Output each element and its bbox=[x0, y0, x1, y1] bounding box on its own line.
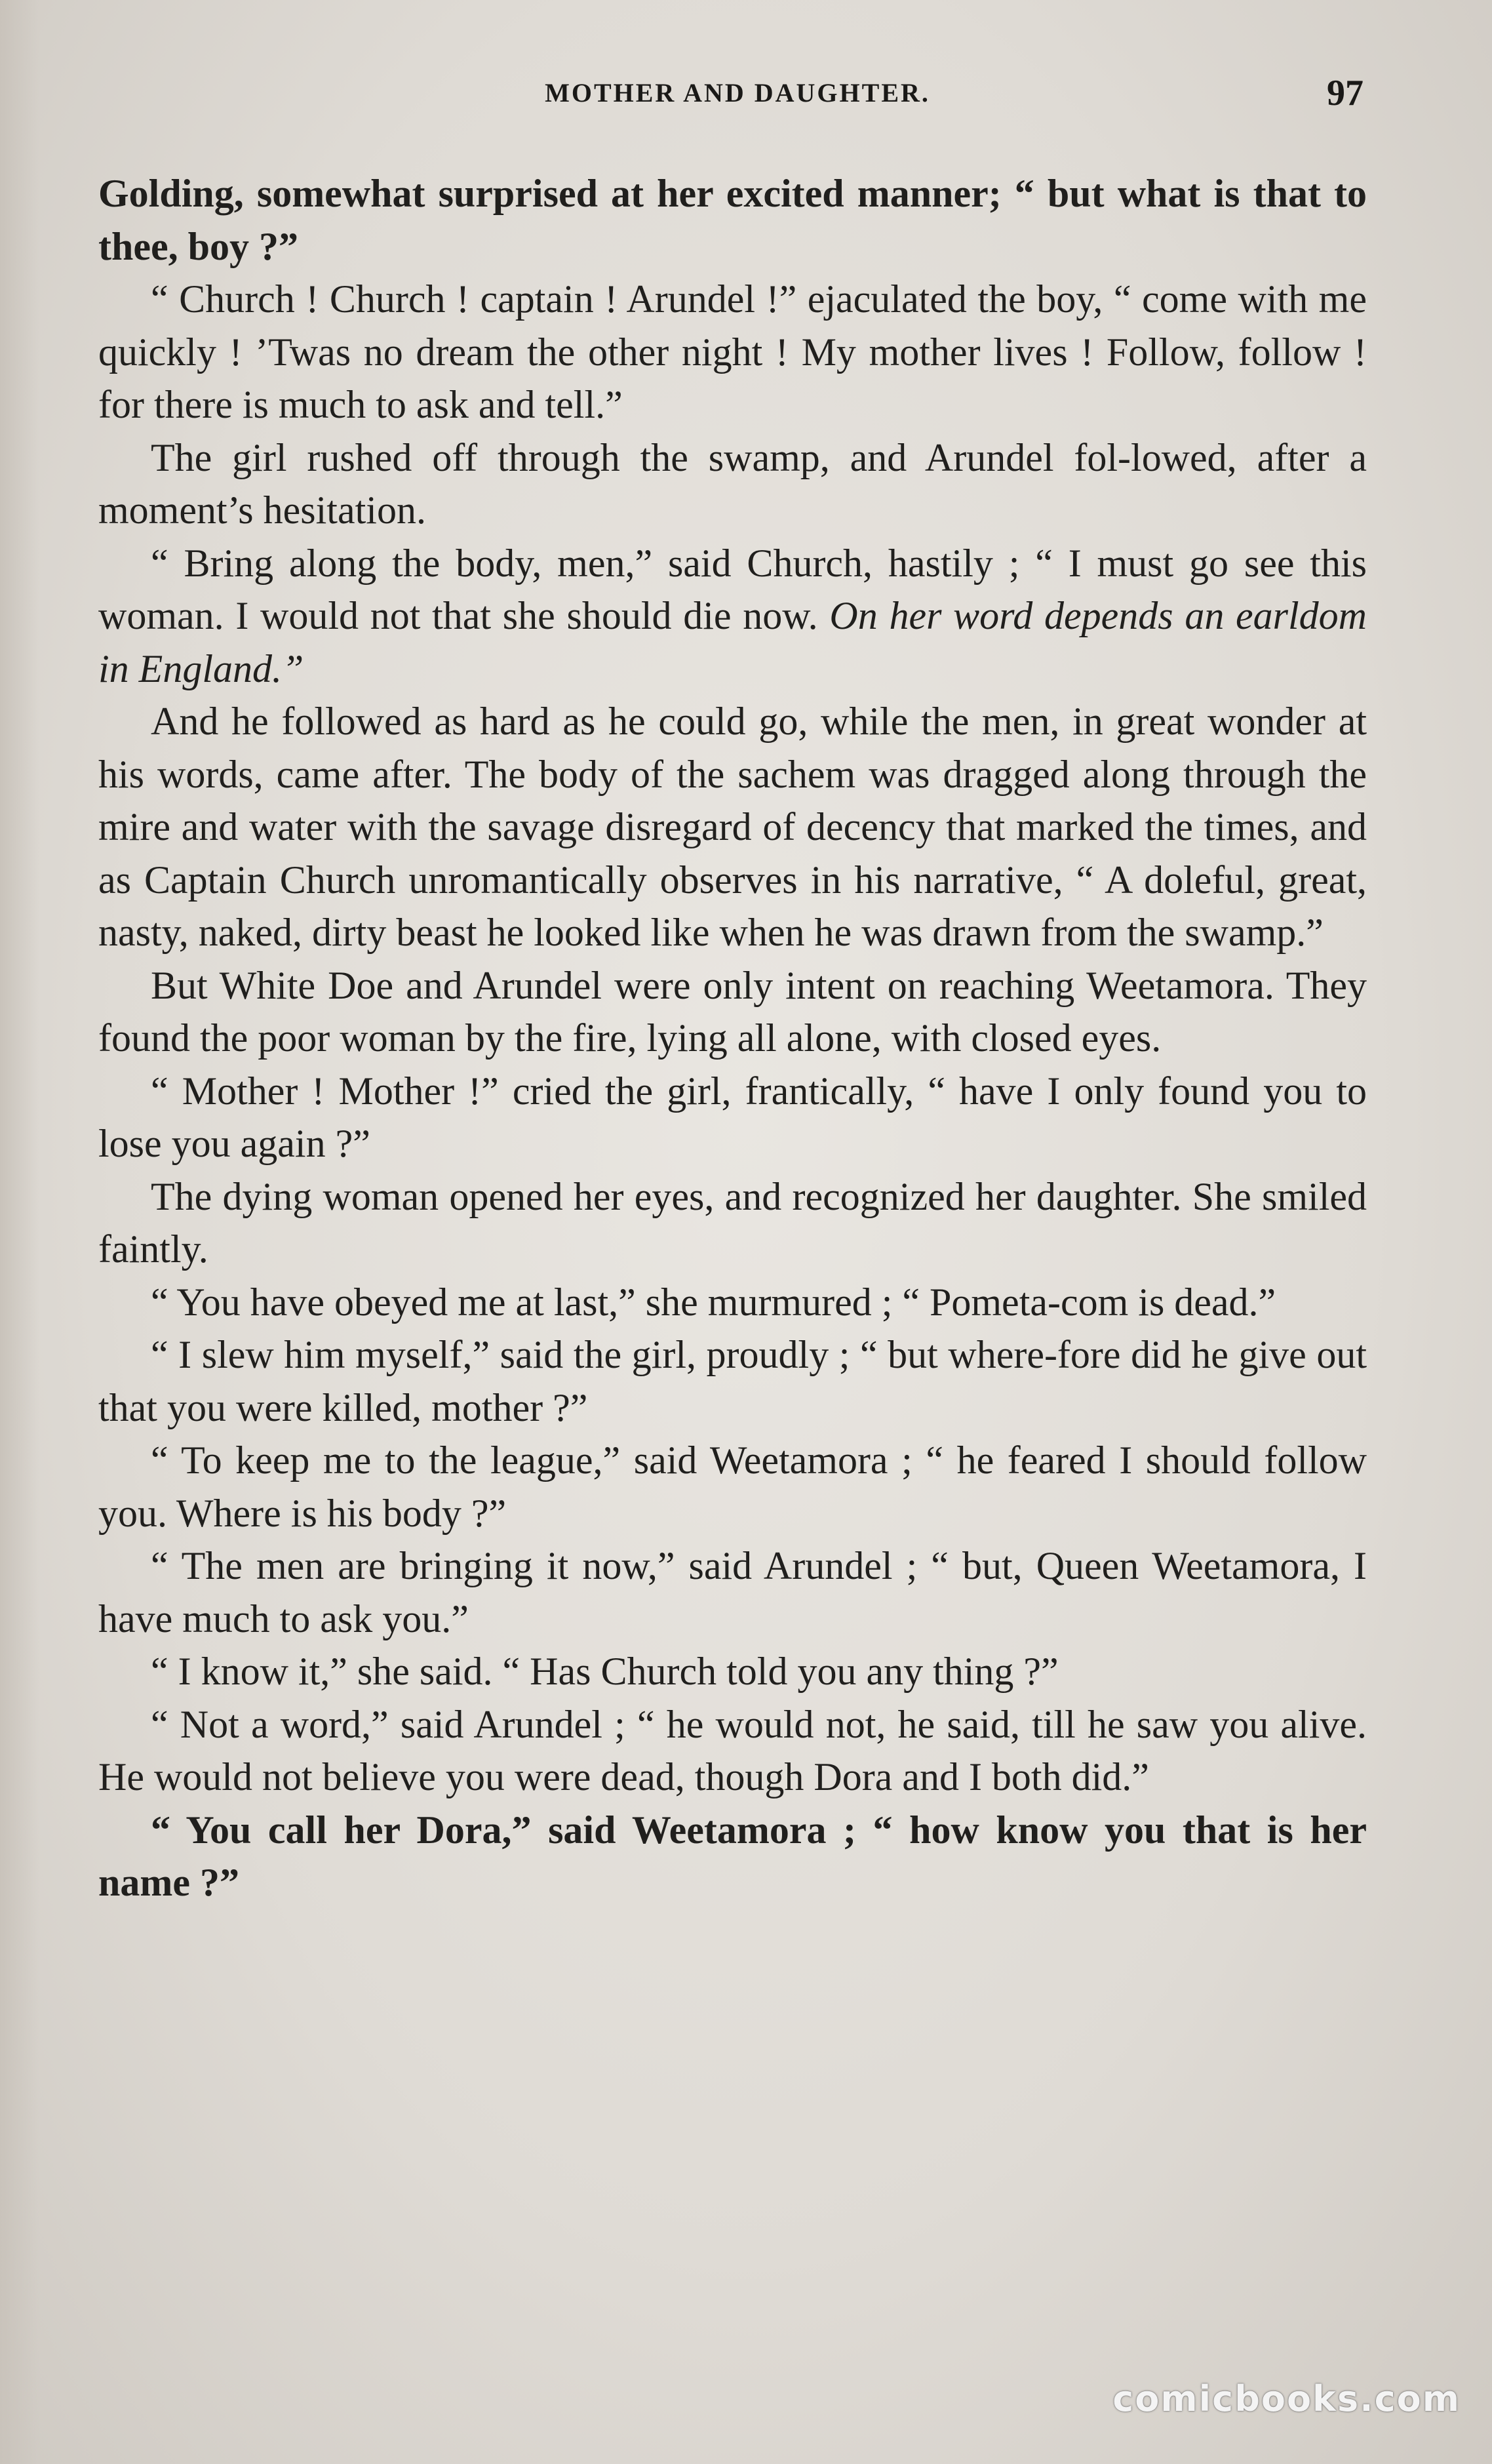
paragraph-1: Golding, somewhat surprised at her excited manner; “ but what is that to thee, boy ?” bbox=[98, 172, 1367, 268]
paragraph-7: “ Mother ! Mother !” cried the girl, frantically, “ have I only found you to lose you again ?” bbox=[98, 1069, 1367, 1165]
paragraph-4-emphasis: On her word depends an earldom in England.” bbox=[98, 594, 1367, 690]
paragraph-8: The dying woman opened her eyes, and recognized her daughter. She smiled faintly. bbox=[98, 1174, 1367, 1271]
running-head: MOTHER AND DAUGHTER. bbox=[545, 78, 930, 108]
watermark: comicbooks.com bbox=[1112, 2378, 1461, 2419]
paragraph-15: “ You call her Dora,” said Weetamora ; “ how know you that is her name ?” bbox=[98, 1808, 1367, 1904]
page-number: 97 bbox=[1327, 73, 1364, 113]
paragraph-3: The girl rushed off through the swamp, and Arundel fol-lowed, after a moment’s hesitation. bbox=[98, 435, 1367, 532]
paragraph-9: “ You have obeyed me at last,” she murmured ; “ Pometa-com is dead.” bbox=[151, 1280, 1276, 1324]
paragraph-14: “ Not a word,” said Arundel ; “ he would not, he said, till he saw you alive. He would not believe you were dead, though Dora and I both did.” bbox=[98, 1702, 1367, 1798]
paragraph-6: But White Doe and Arundel were only intent on reaching Weetamora. They found the poor woman by the fire, lying all alone, with closed eyes. bbox=[98, 963, 1367, 1060]
page-gutter-shadow bbox=[0, 0, 39, 2464]
paragraph-4 bbox=[98, 537, 1367, 696]
body-text bbox=[98, 167, 1367, 1909]
paragraph-13: “ I know it,” she said. “ Has Church told you any thing ?” bbox=[151, 1650, 1059, 1693]
page-header bbox=[98, 73, 1377, 123]
paragraph-4-text: “ Bring along the body, men,” said Church, hastily ; “ I must go see this woman. I would not that she should die now. bbox=[98, 541, 1367, 637]
paragraph-12: “ The men are bringing it now,” said Arundel ; “ but, Queen Weetamora, I have much to ask you.” bbox=[98, 1544, 1367, 1640]
paragraph-2: “ Church ! Church ! captain ! Arundel !” ejaculated the boy, “ come with me quickly ! ’Twas no dream the other night ! My mother lives ! Follow, follow ! for there is much to ask and tell.” bbox=[98, 277, 1367, 426]
paragraph-5: And he followed as hard as he could go, while the men, in great wonder at his words, came after. The body of the sachem was dragged along through the mire and water with the savage disregard of decency that marked the times, and as Captain Church unromantically observes in his narrative, “ A doleful, great, nasty, naked, dirty beast he looked like when he was drawn from the swamp.” bbox=[98, 700, 1367, 954]
paragraph-10: “ I slew him myself,” said the girl, proudly ; “ but where-fore did he give out that you were killed, mother ?” bbox=[98, 1333, 1367, 1429]
paragraph-11: “ To keep me to the league,” said Weetamora ; “ he feared I should follow you. Where is his body ?” bbox=[98, 1439, 1367, 1535]
